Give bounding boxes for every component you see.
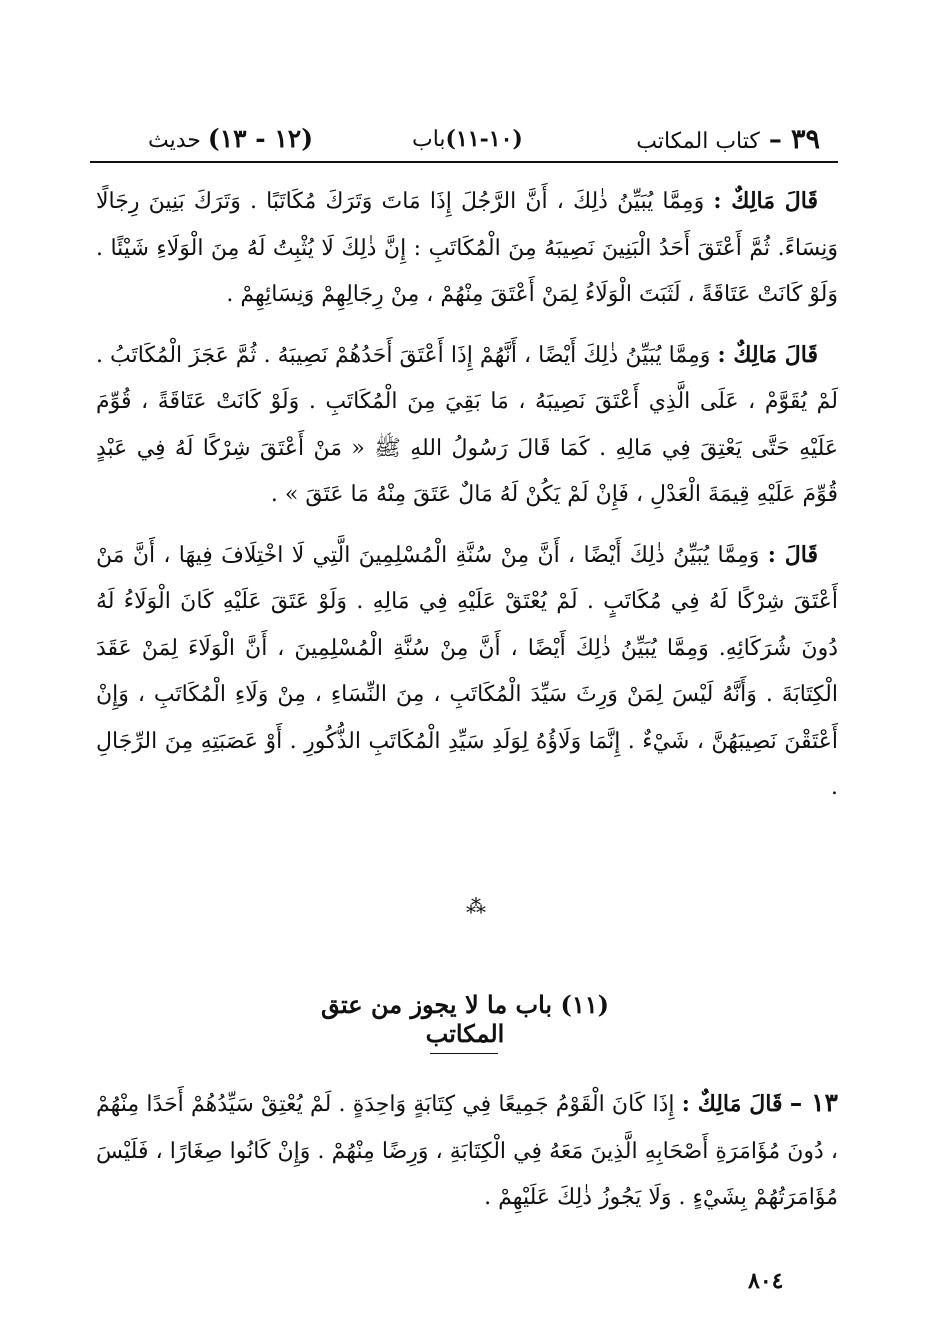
paragraph-2-text: وَمِمَّا يُبَيِّنُ ذٰلِكَ أَيْضًا ، أَنَّهُمْ إِذَا أَعْتَقَ أَحَدُهُمْ نَصِيبَهُ . ثُمَّ عَجَزَ الْمُكَاتَبُ . لَمْ يُقَوَّمْ ، عَلَى الَّذِي أَعْتَقَ نَصِيبَهُ ، مَا بَقِيَ مِنَ الْمُكَاتَبِ . وَلَوْ كَانَتْ عَتَاقَةً ، قُوِّمَ عَلَيْهِ حَتَّى يَعْتِقَ فِي مَالِهِ . كَمَا قَالَ رَسُولُ اللهِ ﷺ « مَنْ أَعْتَقَ شِرْكًا لَهُ فِي عَبْدٍ قُوِّمَ عَلَيْهِ قِيمَةَ الْعَدْلِ ، فَإِنْ لَمْ يَكُنْ لَهُ مَالٌ عَتَقَ مِنْهُ مَا عَتَقَ » . [96,342,838,507]
paragraph-2 [96,332,838,519]
paragraph-3-text: وَمِمَّا يُبَيِّنُ ذٰلِكَ أَيْضًا ، أَنَّ مِنْ سُنَّةِ الْمُسْلِمِينَ الَّتِي لَا اخْتِلَافَ فِيهَا ، أَنَّ مَنْ أَعْتَقَ شِرْكًا لَهُ فِي مُكَاتَبٍ . لَمْ يُعْتَقْ عَلَيْهِ فِي مَالِهِ . وَلَوْ عَتَقَ عَلَيْهِ كَانَ الْوَلَاءُ لَهُ دُونَ شُرَكَائِهِ. وَمِمَّا يُبَيِّنُ ذٰلِكَ أَيْضًا ، أَنَّ مِنْ سُنَّةِ الْمُسْلِمِينَ ، أَنَّ الْوَلَاءَ لِمَنْ عَقَدَ الْكِتَابَةَ . وَأَنَّهُ لَيْسَ لِمَنْ وَرِثَ سَيِّدَ الْمُكَاتَبِ ، مِنَ النِّسَاءِ ، مِنْ وَلَاءِ الْمُكَاتَبِ ، وَإِنْ أَعْتَقْنَ نَصِيبَهُنَّ ، شَيْءٌ . إِنَّمَا وَلَاؤُهُ لِوَلَدِ سَيِّدِ الْمُكَاتَبِ الذُّكُورِ . أَوْ عَصَبَتِهِ مِنَ الرِّجَالِ . [96,542,838,800]
hadith-text: إِذَا كَانَ الْقَوْمُ جَمِيعًا فِي كِتَابَةٍ وَاحِدَةٍ . لَمْ يُعْتِقْ سَيِّدُهُمْ أَحَدًا مِنْهُمْ ، دُونَ مُؤَامَرَةِ أَصْحَابِهِ الَّذِينَ مَعَهُ فِي الْكِتَابَةِ ، وَرِضًا مِنْهُمْ . وَإِنْ كَانُوا صِغَارًا ، فَلَيْسَ مُؤَامَرَتُهُمْ بِشَيْءٍ . وَلَا يَجُوزُ ذٰلِكَ عَلَيْهِمْ . [96,1092,838,1210]
header-hadith-numbers: (١٢ - ١٣) [207,124,314,153]
folio-number: ٨٠٤ [748,1268,784,1294]
header-book-title [636,124,820,155]
paragraph-1-lead: قَالَ مَالِكٌ : [713,188,818,214]
paragraph-2-lead: قَالَ مَالِكٌ : [717,341,819,368]
header-dash: – [768,125,782,155]
header-bab-label: باب [412,127,446,152]
running-header [90,118,838,162]
hadith-lead: قَالَ مَالِكٌ : [681,1091,783,1117]
chapter-heading: (١١) باب ما لا يجوز من عتق المكاتب [321,990,609,1048]
paragraph-3-lead: قَالَ : [767,541,818,568]
header-page-number: ٣٩ [790,124,820,155]
header-book-name: كتاب المكاتب [636,129,760,154]
paragraph-1-text: وَمِمَّا يُبَيِّنُ ذٰلِكَ ، أَنَّ الرَّجُلَ إِذَا مَاتَ وَتَرَكَ مُكَاتَبًا . وَتَرَكَ بَنِينَ رِجَالًا وَنِسَاءً. ثُمَّ أَعْتَقَ أَحَدُ الْبَنِينَ نَصِيبَهُ مِنَ الْمُكَاتَبِ : إِنَّ ذٰلِكَ لَا يُثْبِتُ لَهُ مِنَ الْوَلَاءِ شَيْئًا . وَلَوْ كَانَتْ عَتَاقَةً ، لَثَبَتَ الْوَلَاءُ لِمَنْ أَعْتَقَ مِنْهُمْ ، مِنْ رِجَالِهِمْ وَنِسَائِهِمْ . [96,189,838,307]
header-hadith-label: حديث [148,128,201,153]
chapter-divider [430,1053,498,1054]
paragraph-1 [96,178,838,319]
header-divider [90,161,838,163]
hadith-13 [96,1080,838,1222]
hadith-number: ١٣ – [789,1088,838,1117]
paragraph-3 [96,532,838,812]
section-separator: ⁂ [466,894,484,918]
header-bab [412,126,523,152]
header-hadith [148,124,313,153]
main-text [96,178,838,812]
header-bab-numbers: (١٠-١١) [445,126,523,152]
